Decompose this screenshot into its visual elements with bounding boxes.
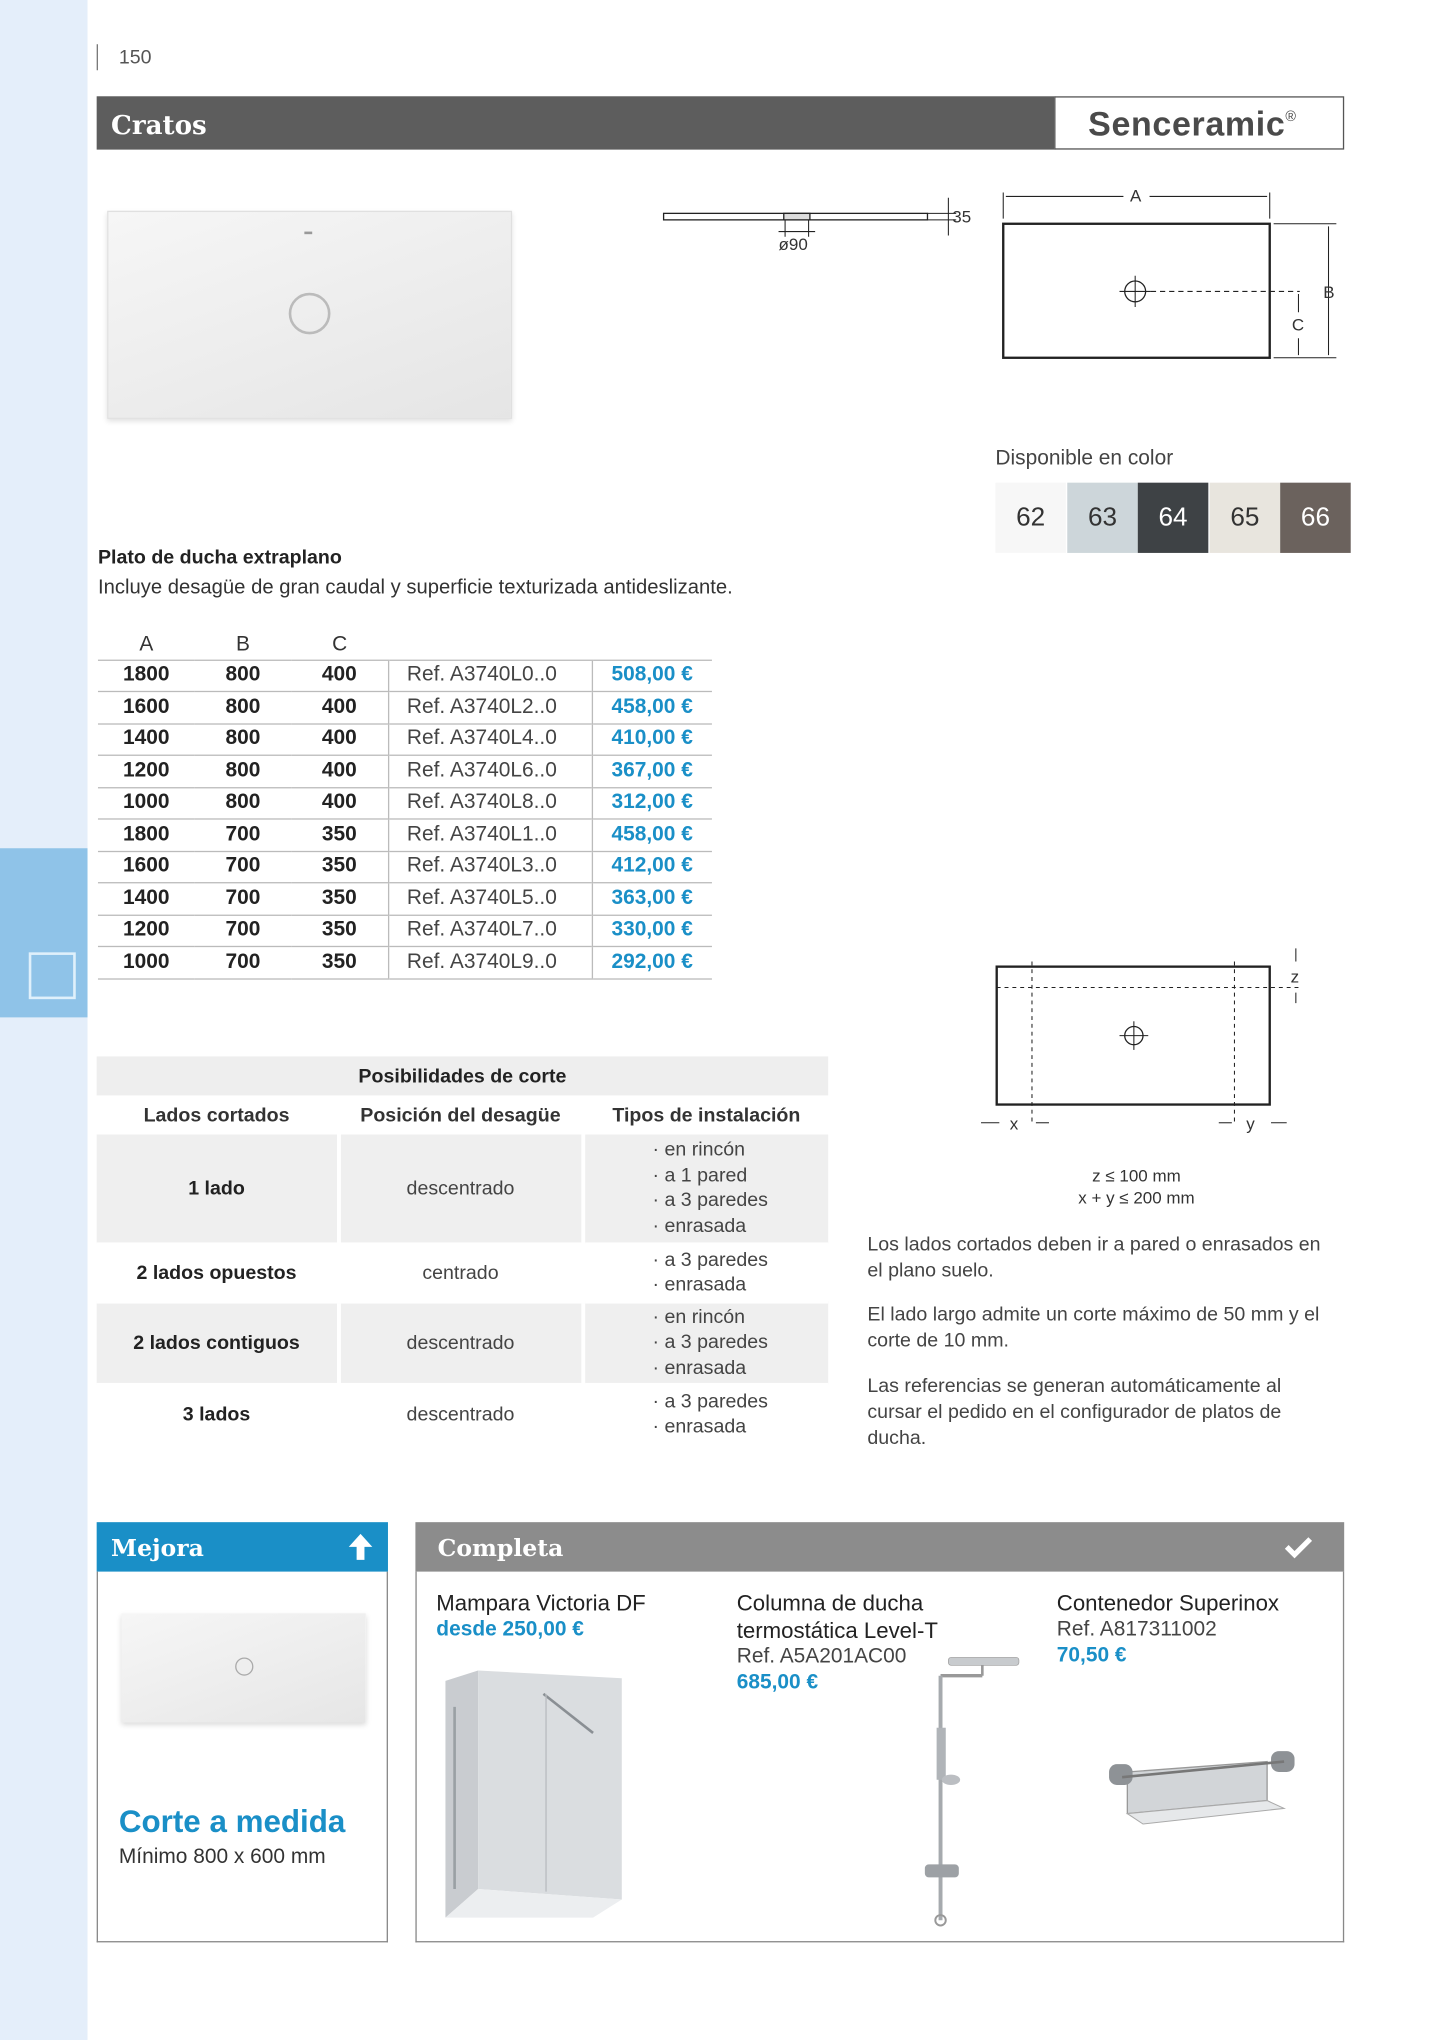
mejora-title: Mejora [111, 1535, 204, 1563]
dim-x-label: x [1009, 1114, 1019, 1134]
cut-header-position: Posición del desagüe [338, 1095, 582, 1134]
note-sides: Los lados cortados deben ir a pared o enrasados en el plano suelo. [867, 1233, 1321, 1282]
item-columna: Columna de ducha termostática Level-T Ref. A5A201AC00 685,00 € [736, 1591, 938, 1694]
table-row: 1800 800 400 Ref. A3740L0..0 508,00 € [98, 660, 712, 692]
price-table [98, 631, 712, 979]
cut-diagram [973, 943, 1326, 1145]
cut-header-types: Tipos de instalación [612, 1103, 801, 1127]
table-row: 2 lados contiguos descentrado · en rincón · a 3 paredes · enrasada [97, 1301, 829, 1384]
note-references: Las referencias se generan automáticamente al cursar el pedido en el configurador de platos de ducha. [867, 1375, 1282, 1450]
table-row: 1000 700 350 Ref. A3740L9..0 292,00 € [98, 946, 712, 978]
table-row: 1600 700 350 Ref. A3740L3..0 412,00 € [98, 851, 712, 883]
mejora-subtitle: Mínimo 800 x 600 mm [118, 1846, 326, 1869]
shower-screen-image [439, 1668, 628, 1922]
brand-logo: Senceramic® [1088, 104, 1297, 144]
drain-icon [235, 1657, 253, 1675]
dim-b-label: B [1323, 282, 1335, 302]
item-contenedor: Contenedor Superinox Ref. A817311002 70,50 € [1056, 1591, 1280, 1667]
dim-a-label: A [1129, 186, 1142, 206]
top-view-drawing [986, 182, 1352, 371]
sidebar-strip [0, 0, 88, 2040]
cut-header-sides: Lados cortados [97, 1095, 339, 1134]
drain-icon [289, 293, 331, 335]
product-title: Plato de ducha extraplano [97, 546, 342, 569]
dim-drain-label: ø90 [778, 234, 808, 254]
product-description: Incluye desagüe de gran caudal y superficie texturizada antideslizante. [97, 576, 733, 599]
dim-c-label: C [1291, 315, 1305, 335]
table-row: 1400 800 400 Ref. A3740L4..0 410,00 € [98, 723, 712, 755]
color-swatch-63: 63 [1067, 483, 1138, 553]
page-title: Cratos [111, 109, 207, 141]
color-title: Disponible en color [995, 447, 1174, 470]
color-swatch-66: 66 [1280, 483, 1351, 553]
col-header-a: A [139, 633, 154, 656]
check-icon [1284, 1535, 1313, 1558]
shower-tray-icon [29, 952, 76, 999]
color-swatch-65: 65 [1210, 483, 1281, 553]
color-swatch-64: 64 [1138, 483, 1209, 553]
page-number-divider [97, 44, 98, 70]
table-row: 3 lados descentrado · a 3 paredes · enrasada [97, 1384, 829, 1444]
col-header-c: C [332, 633, 348, 656]
mejora-headline: Corte a medida [118, 1804, 346, 1840]
note-long-side: El lado largo admite un corte máximo de 50 mm y el corte de 10 mm. [867, 1303, 1320, 1352]
cut-formula: z ≤ 100 mm x + y ≤ 200 mm [1078, 1165, 1195, 1208]
header-bar [97, 96, 1056, 149]
table-row: 1200 800 400 Ref. A3740L6..0 367,00 € [98, 755, 712, 787]
col-header-b: B [235, 633, 250, 656]
table-row: 1000 800 400 Ref. A3740L8..0 312,00 € [98, 787, 712, 819]
completa-title: Completa [437, 1535, 564, 1563]
cut-options-table [97, 1056, 829, 1446]
cut-table-title: Posibilidades de corte [97, 1056, 829, 1095]
table-row: 1600 800 400 Ref. A3740L2..0 458,00 € [98, 691, 712, 723]
table-row: 2 lados opuestos centrado · a 3 paredes · enrasada [97, 1244, 829, 1301]
table-row: 1 lado descentrado · en rincón · a 1 pared · a 3 paredes · enrasada [97, 1134, 829, 1243]
page-number: 150 [118, 46, 152, 69]
table-row: 1400 700 350 Ref. A3740L5..0 363,00 € [98, 883, 712, 915]
table-row: 1800 700 350 Ref. A3740L1..0 458,00 € [98, 819, 712, 851]
table-row: 1200 700 350 Ref. A3740L7..0 330,00 € [98, 915, 712, 947]
dim-35-label: 35 [952, 207, 972, 227]
dim-z-label: z [1290, 967, 1300, 987]
color-swatch-62: 62 [995, 483, 1066, 553]
shelf-image [1104, 1733, 1306, 1831]
shower-column-image [901, 1650, 1032, 1934]
side-profile-drawing [653, 182, 993, 260]
arrow-up-icon [347, 1533, 373, 1562]
product-mark [304, 232, 312, 235]
item-mampara: Mampara Victoria DF desde 250,00 € [436, 1591, 646, 1641]
dim-y-label: y [1246, 1114, 1255, 1134]
